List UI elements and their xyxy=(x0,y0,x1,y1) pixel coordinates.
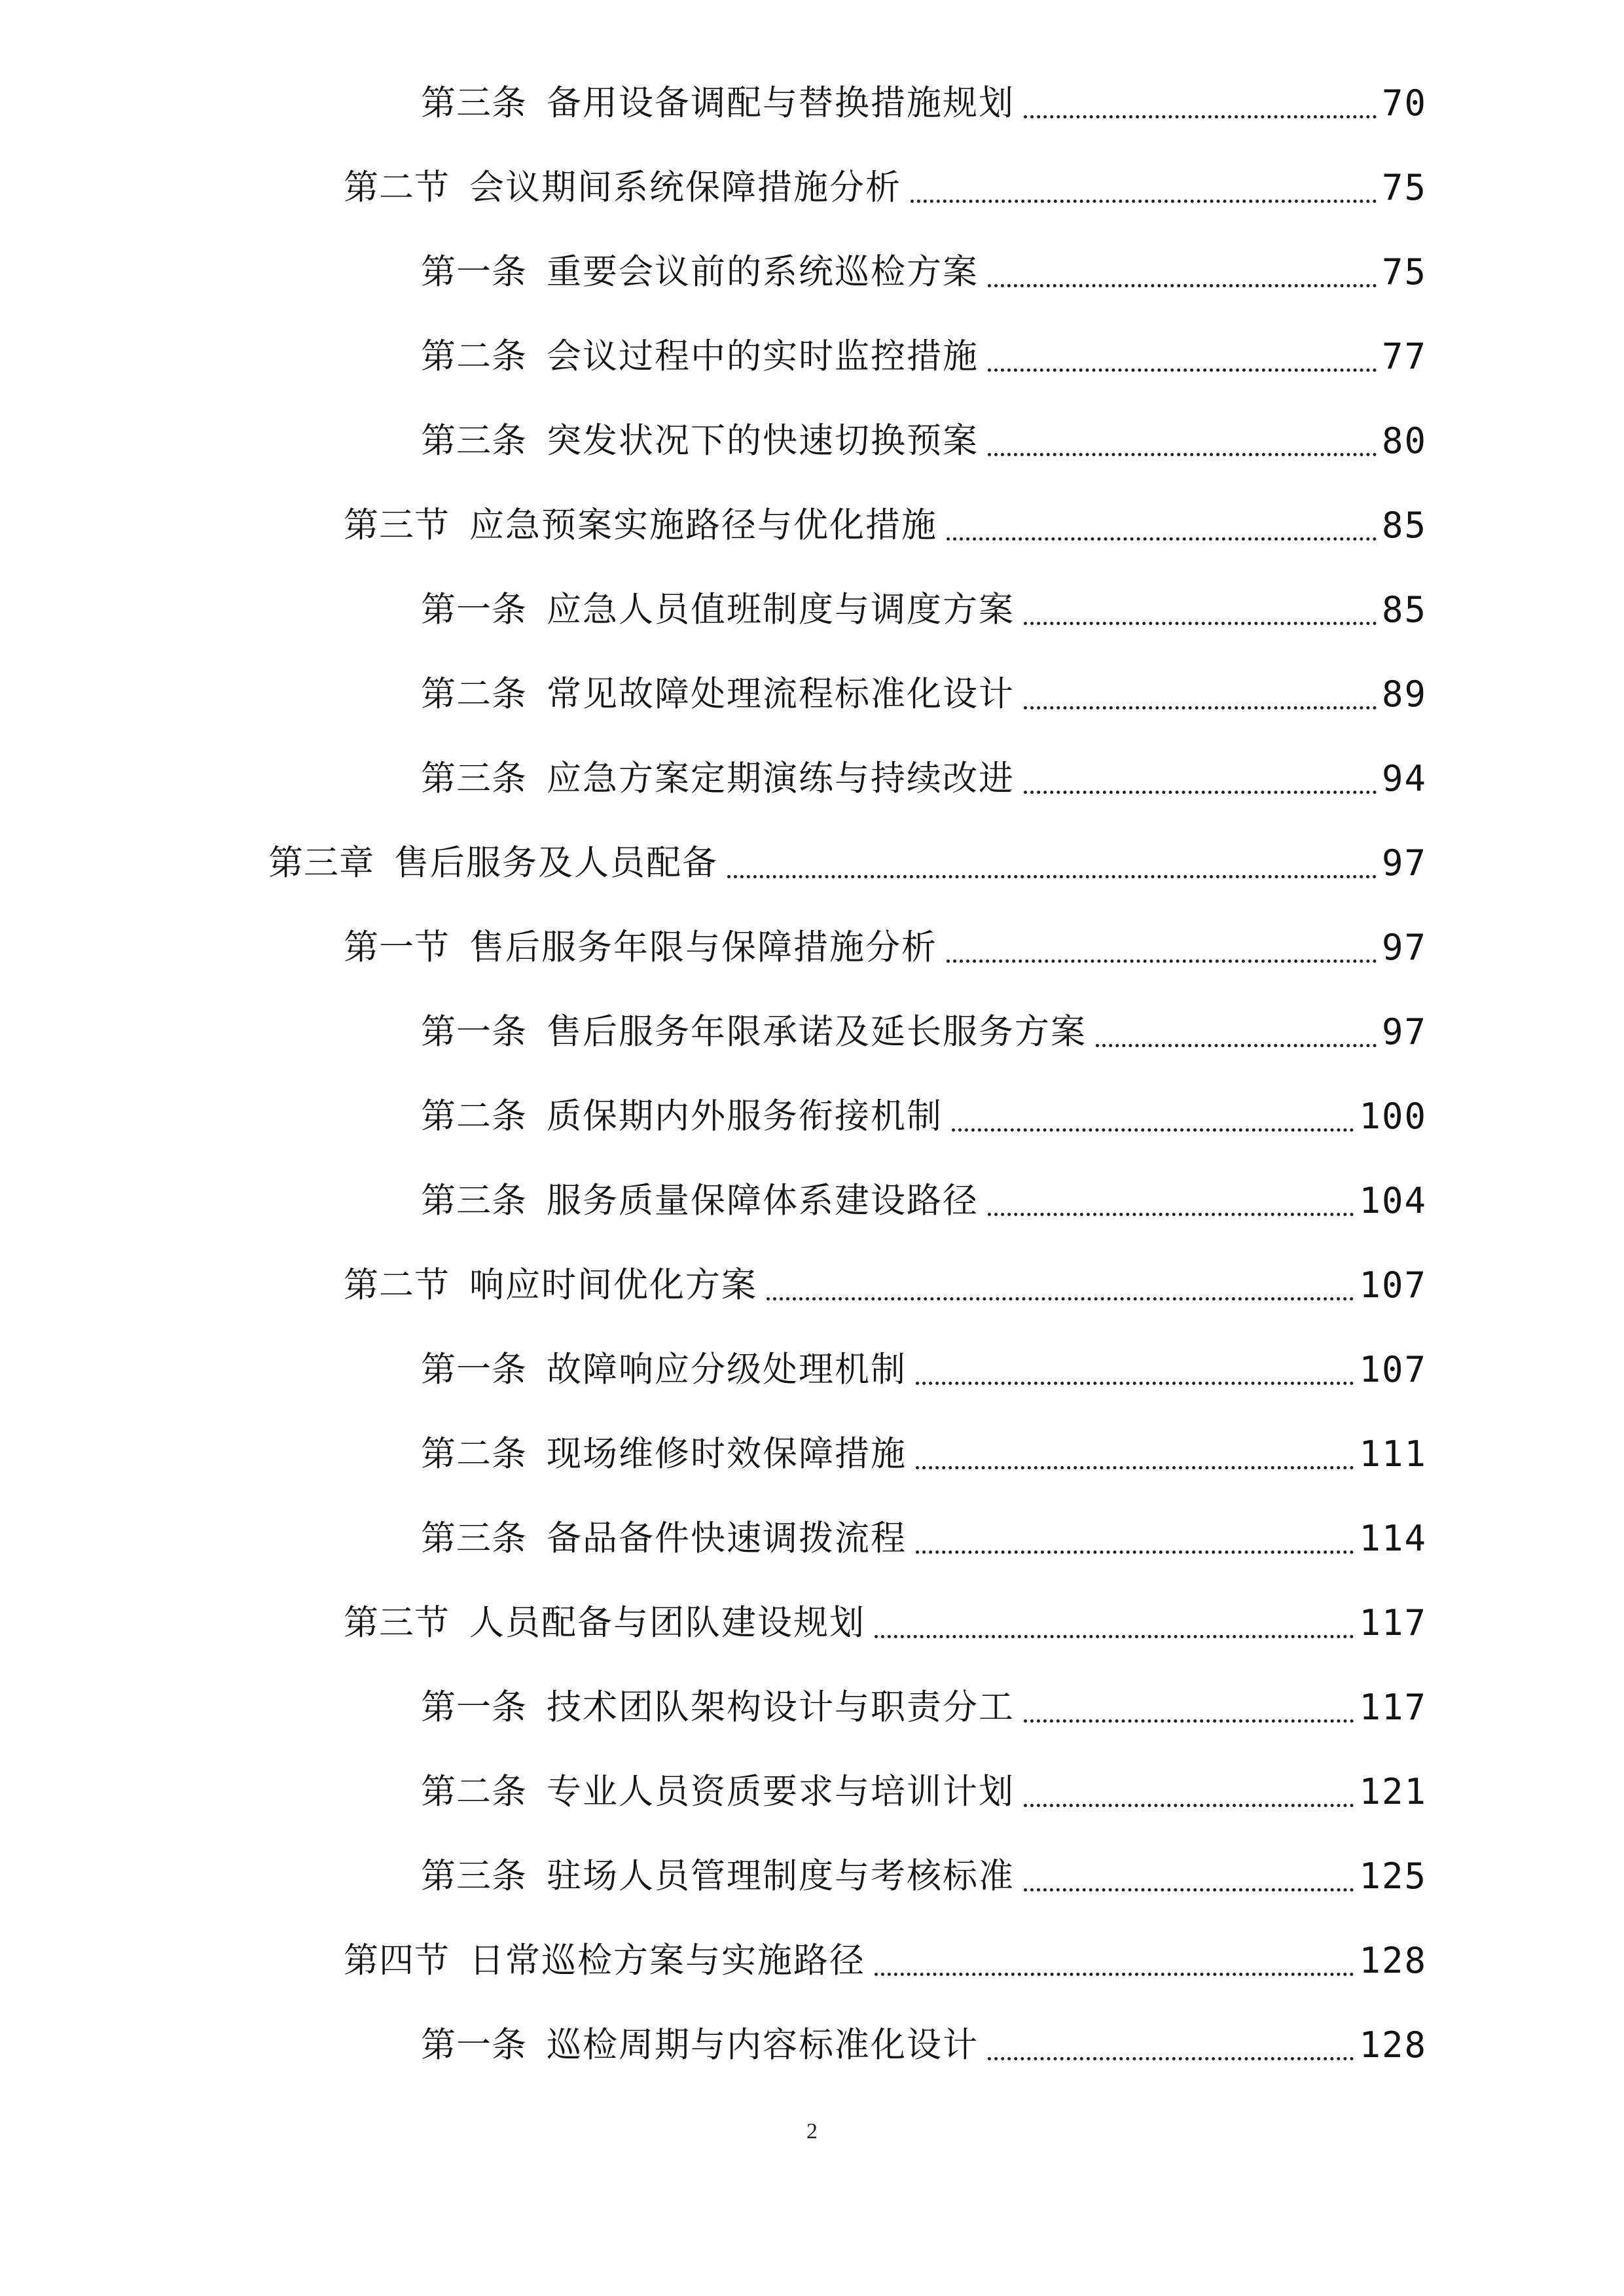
dot-leader xyxy=(988,418,1377,456)
toc-entry-page: 107 xyxy=(1359,1348,1427,1390)
toc-entry-page: 97 xyxy=(1381,926,1427,968)
toc-entry-page: 75 xyxy=(1381,166,1427,208)
toc-entry-title: 重要会议前的系统巡检方案 xyxy=(547,252,979,292)
dot-leader xyxy=(875,1938,1354,1976)
toc-entry-number: 第一节 xyxy=(344,927,450,967)
toc-entry-page: 117 xyxy=(1359,1686,1427,1728)
toc-entry[interactable] xyxy=(0,61,1624,145)
toc-entry-number: 第二条 xyxy=(421,1772,527,1812)
toc-entry[interactable] xyxy=(0,1834,1624,1918)
toc-entry[interactable] xyxy=(0,483,1624,567)
toc-entry[interactable] xyxy=(0,567,1624,652)
toc-entry-number: 第一条 xyxy=(421,1350,527,1390)
toc-entry-title: 驻场人员管理制度与考核标准 xyxy=(547,1856,1015,1896)
toc-entry-page: 97 xyxy=(1381,842,1427,884)
toc-entry-title: 服务质量保障体系建设路径 xyxy=(547,1181,979,1221)
toc-entry[interactable] xyxy=(0,1327,1624,1412)
dot-leader xyxy=(1096,1009,1377,1047)
toc-entry[interactable] xyxy=(0,821,1624,905)
toc-entry[interactable] xyxy=(0,1496,1624,1581)
toc-entry-number: 第一条 xyxy=(421,590,527,630)
toc-entry[interactable] xyxy=(0,145,1624,230)
toc-entry[interactable] xyxy=(0,2003,1624,2087)
toc-entry-page: 117 xyxy=(1359,1602,1427,1643)
dot-leader xyxy=(916,1431,1354,1469)
toc-entry-title: 人员配备与团队建设规划 xyxy=(469,1603,865,1643)
dot-leader xyxy=(1024,756,1377,794)
dot-leader xyxy=(988,249,1377,287)
toc-entry[interactable] xyxy=(0,1158,1624,1243)
toc-entry-number: 第三条 xyxy=(421,1518,527,1558)
dot-leader xyxy=(916,1516,1354,1554)
toc-entry-page: 100 xyxy=(1359,1095,1427,1137)
toc-entry-title: 售后服务年限承诺及延长服务方案 xyxy=(547,1012,1087,1052)
toc-entry-title: 售后服务年限与保障措施分析 xyxy=(469,927,937,967)
page-number: 2 xyxy=(806,2119,818,2144)
dot-leader xyxy=(988,2022,1354,2060)
toc-entry-number: 第四节 xyxy=(344,1941,450,1981)
toc-entry-title: 日常巡检方案与实施路径 xyxy=(469,1941,865,1981)
toc-entry-number: 第二条 xyxy=(421,1434,527,1474)
dot-leader xyxy=(988,334,1377,372)
toc-entry-title: 突发状况下的快速切换预案 xyxy=(547,421,979,461)
toc-entry-title: 备品备件快速调拨流程 xyxy=(547,1518,907,1558)
toc-entry[interactable] xyxy=(0,1581,1624,1665)
toc-entry-page: 104 xyxy=(1359,1179,1427,1221)
toc-entry-number: 第一条 xyxy=(421,2025,527,2065)
toc-entry-title: 备用设备调配与替换措施规划 xyxy=(547,83,1015,123)
toc-entry-title: 常见故障处理流程标准化设计 xyxy=(547,674,1015,714)
toc-entry[interactable] xyxy=(0,1243,1624,1327)
dot-leader xyxy=(1024,1854,1354,1892)
toc-entry-title: 应急人员值班制度与调度方案 xyxy=(547,590,1015,630)
toc-entry-page: 128 xyxy=(1359,1939,1427,1981)
toc-entry-number: 第一条 xyxy=(421,1687,527,1727)
toc-entry-page: 89 xyxy=(1381,673,1427,715)
toc-entry-page: 125 xyxy=(1359,1855,1427,1897)
toc-entry-page: 121 xyxy=(1359,1770,1427,1812)
toc-entry[interactable] xyxy=(0,399,1624,483)
dot-leader xyxy=(1024,1685,1354,1723)
toc-entry-page: 97 xyxy=(1381,1011,1427,1052)
dot-leader xyxy=(1024,587,1377,625)
toc-entry-number: 第一条 xyxy=(421,252,527,292)
toc-entry-page: 80 xyxy=(1381,420,1427,461)
toc-entry-number: 第二条 xyxy=(421,674,527,714)
toc-entry-title: 技术团队架构设计与职责分工 xyxy=(547,1687,1015,1727)
toc-entry-number: 第一条 xyxy=(421,1012,527,1052)
toc-entry-number: 第三条 xyxy=(421,421,527,461)
toc-entry-number: 第三条 xyxy=(421,759,527,798)
toc-entry-title: 巡检周期与内容标准化设计 xyxy=(547,2025,979,2065)
toc-entry-number: 第三章 xyxy=(268,843,374,883)
dot-leader xyxy=(916,1347,1354,1385)
toc-entry-number: 第二条 xyxy=(421,336,527,376)
toc-entry[interactable] xyxy=(0,1074,1624,1158)
toc-entry-number: 第三条 xyxy=(421,1181,527,1221)
toc-entry[interactable] xyxy=(0,230,1624,314)
toc-entry[interactable] xyxy=(0,1918,1624,2003)
toc-entry-title: 响应时间优化方案 xyxy=(469,1265,757,1305)
toc-entry[interactable] xyxy=(0,1749,1624,1834)
toc-entry-number: 第三条 xyxy=(421,83,527,123)
toc-entry-page: 85 xyxy=(1381,504,1427,546)
dot-leader xyxy=(875,1600,1354,1638)
toc-entry-page: 70 xyxy=(1381,82,1427,124)
toc-entry-page: 114 xyxy=(1359,1517,1427,1559)
toc-entry-page: 85 xyxy=(1381,588,1427,630)
toc-entry-number: 第二条 xyxy=(421,1096,527,1136)
toc-entry[interactable] xyxy=(0,905,1624,990)
dot-leader xyxy=(947,925,1377,963)
toc-entry-number: 第三节 xyxy=(344,1603,450,1643)
dot-leader xyxy=(988,1178,1354,1216)
toc-entry-number: 第二节 xyxy=(344,1265,450,1305)
toc-entry[interactable] xyxy=(0,314,1624,399)
dot-leader xyxy=(1024,1769,1354,1807)
toc-entry-page: 94 xyxy=(1381,757,1427,799)
dot-leader xyxy=(767,1263,1354,1300)
toc-entry-title: 应急方案定期演练与持续改进 xyxy=(547,759,1015,798)
table-of-contents xyxy=(0,61,1624,2087)
dot-leader xyxy=(1024,672,1377,709)
dot-leader xyxy=(911,165,1377,203)
toc-entry-title: 专业人员资质要求与培训计划 xyxy=(547,1772,1015,1812)
toc-entry-page: 75 xyxy=(1381,251,1427,293)
dot-leader xyxy=(952,1094,1354,1132)
toc-entry-page: 128 xyxy=(1359,2024,1427,2066)
toc-entry-page: 111 xyxy=(1359,1433,1427,1475)
toc-entry-number: 第二节 xyxy=(344,168,450,207)
toc-entry-title: 应急预案实施路径与优化措施 xyxy=(469,505,937,545)
toc-entry-page: 77 xyxy=(1381,335,1427,377)
toc-entry-title: 售后服务及人员配备 xyxy=(394,843,718,883)
toc-entry[interactable] xyxy=(0,736,1624,821)
dot-leader xyxy=(1024,81,1377,118)
dot-leader xyxy=(947,503,1377,541)
toc-entry-title: 会议过程中的实时监控措施 xyxy=(547,336,979,376)
toc-entry[interactable] xyxy=(0,1665,1624,1749)
toc-entry-title: 会议期间系统保障措施分析 xyxy=(469,168,901,207)
toc-entry-title: 故障响应分级处理机制 xyxy=(547,1350,907,1390)
toc-entry[interactable] xyxy=(0,652,1624,736)
toc-entry-title: 现场维修时效保障措施 xyxy=(547,1434,907,1474)
dot-leader xyxy=(727,840,1377,878)
toc-entry-title: 质保期内外服务衔接机制 xyxy=(547,1096,943,1136)
toc-entry[interactable] xyxy=(0,1412,1624,1496)
toc-entry-page: 107 xyxy=(1359,1264,1427,1306)
toc-entry-number: 第三条 xyxy=(421,1856,527,1896)
toc-entry-number: 第三节 xyxy=(344,505,450,545)
toc-entry[interactable] xyxy=(0,990,1624,1074)
